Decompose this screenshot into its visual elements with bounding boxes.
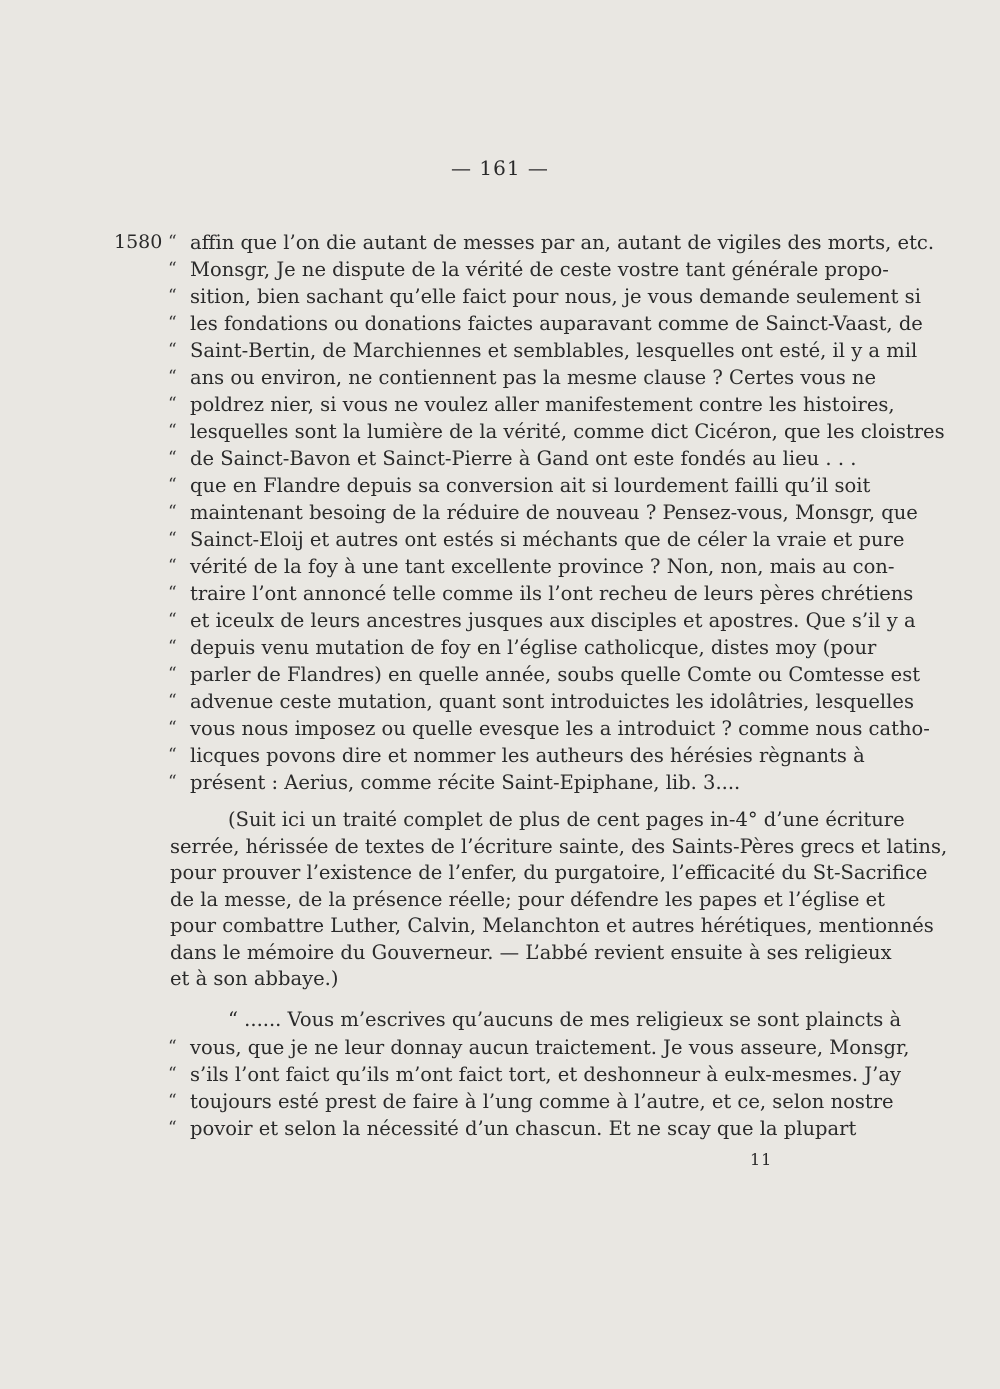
quoted-line-text: vous, que je ne leur donnay aucun traictement. Je vous asseure, Monsgr, (190, 1036, 910, 1059)
quoted-line-text: lesquelles sont la lumière de la vérité, comme dict Cicéron, que les cloistres (190, 420, 945, 443)
quoted-line-text: Monsgr, Je ne dispute de la vérité de ceste vostre tant générale propo- (190, 258, 889, 281)
quoted-line-text: présent : Aerius, comme récite Saint-Epiphane, lib. 3.... (190, 771, 741, 794)
quoted-line-text: maintenant besoing de la réduire de nouveau ? Pensez-vous, Monsgr, que (190, 501, 918, 524)
quote-mark: “ (168, 529, 177, 549)
quote-mark: “ (168, 718, 177, 738)
quoted-line-text: advenue ceste mutation, quant sont introduictes les idolâtries, lesquelles (190, 690, 914, 713)
quote-mark: “ (168, 232, 177, 252)
quoted-line-text: depuis venu mutation de foy en l’église catholicque, distes moy (pour (190, 636, 877, 659)
quote-mark: “ (168, 448, 177, 468)
paragraph-line: dans le mémoire du Gouverneur. — L’abbé revient ensuite à ses religieux (170, 940, 892, 964)
quoted-line (168, 499, 918, 526)
quote-mark: “ (168, 475, 177, 495)
quote-mark: “ (168, 772, 177, 792)
quote-mark: “ (168, 340, 177, 360)
quoted-line (168, 418, 945, 445)
quoted-line-text: Sainct-Eloij et autres ont estés si méchants que de céler la vraie et pure (190, 528, 905, 551)
quoted-line (168, 1115, 857, 1142)
quote-mark: “ (168, 745, 177, 765)
paragraph-line: et à son abbaye.) (170, 967, 339, 990)
quoted-line (168, 1061, 901, 1088)
quoted-line (168, 607, 916, 634)
quoted-line (168, 310, 923, 337)
paragraph-line: de la messe, de la présence réelle; pour défendre les papes et l’église et (170, 887, 885, 911)
paragraph-line: pour prouver l’existence de l’enfer, du purgatoire, l’efficacité du St-Sacrifice (170, 861, 928, 884)
quoted-line-text: s’ils l’ont faict qu’ils m’ont faict tort, et deshonneur à eulx-mesmes. J’ay (190, 1063, 901, 1086)
quoted-line (168, 283, 921, 310)
quoted-line (168, 1034, 910, 1061)
quoted-line-text: et iceulx de leurs ancestres jusques aux disciples et apostres. Que s’il y a (190, 609, 916, 632)
quote-mark: “ (168, 259, 177, 279)
quoted-line-text: Saint-Bertin, de Marchiennes et semblables, lesquelles ont esté, il y a mil (190, 339, 918, 362)
quoted-line (168, 580, 914, 607)
quoted-line (168, 526, 905, 553)
quoted-line (168, 364, 877, 391)
quote-mark: “ (168, 1118, 177, 1138)
signature-mark: 11 (750, 1150, 773, 1169)
quoted-line (168, 742, 865, 769)
quote-mark: “ (168, 286, 177, 306)
quoted-line-text: toujours esté prest de faire à l’ung comme à l’autre, et ce, selon nostre (190, 1090, 894, 1113)
quoted-line-text: sition, bien sachant qu’elle faict pour nous, je vous demande seulement si (190, 285, 921, 308)
quoted-line-text: vous nous imposez ou quelle evesque les a introduict ? comme nous catho- (190, 717, 930, 740)
quoted-line-text: parler de Flandres) en quelle année, soubs quelle Comte ou Comtesse est (190, 663, 921, 686)
quote-mark: “ (168, 1037, 177, 1057)
quote-mark: “ (168, 313, 177, 333)
quoted-line (168, 229, 935, 256)
paragraph-line: serrée, hérissée de textes de l’écriture sainte, des Saints-Pères grecs et latins, (170, 834, 948, 858)
paragraph-line: (Suit ici un traité complet de plus de cent pages in-4° d’une écriture (228, 808, 905, 831)
year-margin-note: 1580 (114, 231, 163, 253)
closing-first-line-block (170, 1007, 902, 1034)
page-number: — 161 — (451, 156, 549, 180)
quote-mark: “ (168, 1091, 177, 1111)
quoted-line (168, 661, 921, 688)
quote-mark: “ (168, 1064, 177, 1084)
quoted-line-text: que en Flandre depuis sa conversion ait si lourdement failli qu’il soit (190, 474, 871, 497)
paragraph-line: pour combattre Luther, Calvin, Melanchton et autres hérétiques, mentionnés (170, 914, 934, 937)
quoted-line (168, 715, 930, 742)
quoted-line-text: licques povons dire et nommer les autheurs des hérésies règnants à (190, 744, 865, 767)
quoted-line (168, 472, 871, 499)
quote-mark: “ (168, 583, 177, 603)
quoted-line (168, 553, 895, 580)
quoted-line (168, 769, 824, 796)
quoted-line-text: traire l’ont annoncé telle comme ils l’ont recheu de leurs pères chrétiens (190, 582, 914, 605)
quoted-line (168, 1088, 894, 1115)
closing-quoted-block (168, 1034, 910, 1142)
quoted-line (168, 337, 918, 364)
quoted-line-text: ans ou environ, ne contiennent pas la mesme clause ? Certes vous ne (190, 366, 877, 389)
editorial-paragraph (170, 807, 948, 993)
quoted-line (168, 688, 914, 715)
quoted-line-text: de Sainct-Bavon et Sainct-Pierre à Gand ont este fondés au lieu . . . (190, 447, 857, 470)
closing-first-line: “ ...... Vous m’escrives qu’aucuns de mes religieux se sont plaincts à (228, 1008, 902, 1031)
quote-mark: “ (168, 691, 177, 711)
quote-mark: “ (168, 556, 177, 576)
quoted-line (168, 391, 895, 418)
quote-mark: “ (168, 421, 177, 441)
quoted-line-text: affin que l’on die autant de messes par an, autant de vigiles des morts, etc. (190, 231, 935, 254)
quoted-line-text: poldrez nier, si vous ne voulez aller manifestement contre les histoires, (190, 393, 895, 416)
quote-mark: “ (168, 610, 177, 630)
quoted-line-text: les fondations ou donations faictes auparavant comme de Sainct-Vaast, de (190, 312, 923, 335)
quote-mark: “ (168, 637, 177, 657)
quoted-line (168, 634, 877, 661)
quote-mark: “ (168, 502, 177, 522)
quote-mark: “ (168, 394, 177, 414)
quote-mark: “ (168, 367, 177, 387)
quoted-line (168, 445, 857, 472)
quote-mark: “ (168, 664, 177, 684)
quoted-line-text: povoir et selon la nécessité d’un chascun. Et ne scay que la plupart (190, 1117, 857, 1140)
quoted-line (168, 256, 889, 283)
quoted-letter-block (168, 229, 945, 796)
quoted-line-text: vérité de la foy à une tant excellente province ? Non, non, mais au con- (190, 555, 895, 578)
